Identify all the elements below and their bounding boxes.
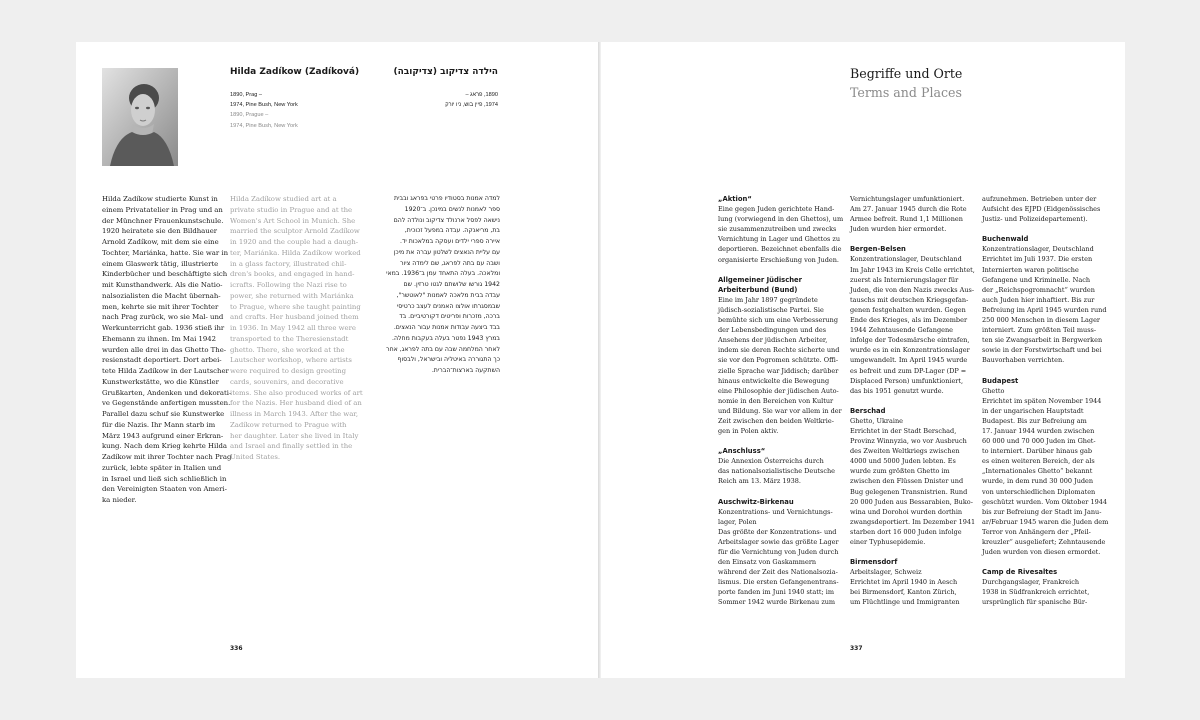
glossary-entry	[982, 194, 1110, 224]
glossary-entry	[982, 567, 1110, 607]
glossary-column-1	[718, 194, 846, 618]
life-dates-hebrew	[378, 90, 498, 110]
bio-en-line: in 1936. In May 1942 all three were	[230, 324, 356, 332]
dates-de-birth: 1890, Prag –	[230, 92, 263, 98]
biography-german	[102, 194, 232, 506]
person-name-german: Hilda Zadíkow (Zadíková)	[230, 67, 360, 77]
bio-de-line: in Israel und ließ sich schließlich in	[102, 474, 227, 483]
glossary-definition: Die Annexion Österreichs durch das nationalsozialistische Deutsche Reich am 13. März 1938.	[718, 457, 835, 486]
bio-en-line: icrafts. Following the Nazi rise to	[230, 281, 347, 289]
bio-en-line: in 1920 and the couple had a daugh-	[230, 238, 359, 246]
right-page	[601, 42, 1125, 678]
bio-de-line: Hilda Zadíkow studierte Kunst in	[102, 195, 218, 203]
bio-de-line: men, kehrte sie mit ihrer Tochter	[102, 302, 219, 311]
bio-he-line: 1942 גורשו שלושתם לגטו טרזין. שם	[403, 281, 500, 288]
dates-en-death: 1974, Pine Bush, New York	[230, 122, 298, 129]
glossary-term: „Anschluss“	[718, 447, 766, 456]
bio-en-line: Lautscher workshop, where artists	[230, 356, 352, 365]
glossary-definition: Errichtet im späten November 1944 in der ungarischen Hauptstadt Budapest. Bis zur Befreiung am 17. Januar 1944 wurden zwischen 60 000 und 70 000 Juden im Ghet- to interniert. Darüber hinaus gab es einen weiteren Bereich, der als „Internationales Ghetto“ bekannt wurde, in dem rund 30 000 Juden von unterschiedlichen Diplomaten geschützt wurden. Vom Oktober 1944 bis zur Befreiung der Stadt im Janu- ar/Februar 1945 waren die Juden dem Terror von Anhängern der „Pfeil- kreuzler“ ausgeliefert; Zehntausende Juden wurden von diesen ermordet.	[982, 396, 1109, 557]
bio-en-line: and crafts. Her husband joined them	[230, 313, 359, 322]
glossary-definition: aufzunehmen. Betrieben unter der Aufsicht des EJPD (Eidgenössisches Justiz- und Polizeidepartement).	[982, 195, 1101, 224]
bio-de-line: zurück, lebte später in Italien und	[102, 463, 222, 472]
glossary-definition: Durchgangslager, Frankreich 1938 in Südfrankreich errichtet, ursprünglich für spanische Bür-	[982, 578, 1090, 607]
bio-de-line: ve Gegenstände anfertigen mussten.	[102, 399, 231, 408]
bio-de-line: Werkunterricht gab. 1936 stieß ihr	[102, 324, 225, 332]
portrait-photo	[102, 68, 178, 166]
glossary-term-type: Konzentrations- und Vernichtungs- lager, Polen	[718, 507, 833, 526]
bio-de-line: mit Kunsthandwerk. Als die Natio-	[102, 281, 223, 289]
bio-en-line: Hilda Zadíkow studied art at a	[230, 195, 337, 203]
bio-he-line: ומלאכה. בעלה התאחד עמן ב־1936. במאי	[386, 270, 500, 278]
bio-en-line: were required to design greeting	[230, 367, 346, 375]
page-number: 336	[230, 645, 243, 652]
bio-de-line: nach Prag zurück, wo sie Mal- und	[102, 313, 224, 322]
bio-de-line: wurden alle drei in das Ghetto The-	[102, 345, 227, 354]
bio-de-line: Kinderbücher und beschäftigte sich	[102, 270, 228, 279]
bio-en-line: Zadíkow returned to Prague with	[230, 420, 347, 429]
glossary-entry	[982, 234, 1110, 365]
glossary-definition: Das größte der Konzentrations- und Arbeitslager sowie das größte Lager für die Vernichtung von Juden durch den Einsatz von Gaskammern während der Zeit des Nationalsozia- lismus. Die ersten Gefangenentrans- porte fanden im Juni 1940 statt; im Sommer 1942 wurde Birkenau zum	[718, 527, 839, 607]
bio-de-line: einem Privatatelier in Prag und an	[102, 205, 223, 214]
bio-en-line: illness in March 1943. After the war,	[230, 410, 359, 418]
life-dates-block	[230, 90, 298, 131]
person-name-hebrew: הילדה צדיקוב (צדיקובה)	[393, 67, 498, 77]
glossary-column-3	[982, 194, 1110, 618]
bio-he-line: עבדה בבית מלאכה לאמנות "לאוטשר",	[396, 291, 500, 299]
bio-en-line: items. She also produced works of art	[230, 388, 363, 397]
glossary-term-type: Ghetto, Ukraine	[850, 416, 904, 425]
dates-en-birth: 1890, Prague –	[230, 112, 269, 119]
glossary-definition: Eine gegen Juden gerichtete Hand- lung (vorwiegend in den Ghettos), um sie zusammenzutreiben und zwecks Vernichtung in Lager und Ghettos zu deportieren. Bezeichnet ebenfalls die organisierte Erschießung von Juden.	[718, 205, 844, 264]
bio-de-line: resienstadt deportiert. Dort arbei-	[102, 356, 222, 365]
glossary-entry	[850, 244, 978, 395]
bio-de-line: Ehemann zu ihnen. Im Mai 1942	[102, 334, 217, 343]
glossary-entry	[718, 275, 846, 437]
page-number: 337	[850, 645, 863, 652]
glossary-definition: Vernichtungslager umfunktioniert. Am 27. Januar 1945 durch die Rote Armee befreit. Rund 1,1 Millionen Juden wurden hier ermordet.	[850, 195, 967, 234]
glossary-term: Allgemeiner Jüdischer Arbeiterbund (Bund)	[718, 275, 803, 294]
bio-he-line: במרץ 1943 נפטר בעלה בעקבות מחלה.	[392, 334, 500, 342]
glossary-entry	[718, 497, 846, 608]
bio-de-line: Zadíkow mit ihrer Tochter nach Prag	[102, 453, 232, 461]
glossary-definition: Errichtet in der Stadt Berschad, Provinz Winnyzia, wo vor Ausbruch des Zweiten Weltkriegs zwischen 4000 und 5000 Juden lebten. Es wurde zum größten Ghetto im zwischen den Flüssen Dnister und Bug gelegenen Transnistrien. Rund 20 000 Juden aus Bessarabien, Buko- wina und Dorohoi wurden dorthin zwangsdeportiert. Im Dezember 1941 starben dort 16 000 Juden infolge einer Typhusepidemie.	[850, 426, 976, 546]
bio-de-line: Tochter, Mariánka, hatte. Sie war in	[102, 248, 229, 257]
bio-de-line: Arnold Zadíkow, mit dem sie eine	[102, 238, 219, 246]
glossary-term: Camp de Rivesaltes	[982, 568, 1058, 577]
bio-en-line: United States.	[230, 453, 281, 461]
glossary-entry	[850, 406, 978, 547]
bio-en-line: cards, souvenirs, and decorative	[230, 377, 344, 386]
dates-he-birth: 1890, פראג –	[465, 92, 498, 98]
glossary-term: Birmensdorf	[850, 558, 898, 567]
bio-he-line: ושבה עם בתה לפראג, שם לימדה ציור	[400, 259, 500, 267]
glossary-definition: Konzentrationslager, Deutschland Errichtet im Juli 1937. Die ersten Internierten waren politische Gefangene und Kriminelle. Nach der „Reichspogromnacht“ wurden auch Juden hier inhaftiert. Bis zur Befreiung im April 1945 wurden rund 250 000 Menschen in diesem Lager interniert. Zum größten Teil muss- ten sie Zwangsarbeit in Bergwerken sowie in der Forstwirtschaft und bei Bauvorhaben verrichten.	[982, 245, 1107, 365]
left-page	[76, 42, 598, 678]
biography-hebrew	[372, 194, 500, 377]
bio-en-line: her daughter. Later she lived in Italy	[230, 431, 359, 440]
bio-de-line: ka nieder.	[102, 496, 137, 504]
bio-en-line: for the Nazis. Her husband died of an	[230, 399, 362, 408]
bio-en-line: dren's books, and engaged in hand-	[230, 270, 355, 279]
glossary-entry	[718, 446, 846, 486]
glossary-entry	[850, 557, 978, 607]
bio-en-line: and Israel and finally settled in the	[230, 442, 353, 451]
glossary-definition: Konzentrationslager, Deutschland Im Jahr 1943 im Kreis Celle errichtet, zuerst als Internierungslager für Juden, die von den Nazis zwecks Aus- tauschs mit deutschen Kriegsgefan- genen festgehalten wurden. Gegen Ende des Krieges, als im Dezember 1944 Zehntausende Gefangene infolge der Todesmärsche eintrafen, wurde es in ein Konzentrationslager umgewandelt. Im April 1945 wurde es befreit und zum DP-Lager (DP = Displaced Person) umfunktioniert, das bis 1951 genutzt wurde.	[850, 255, 975, 395]
bio-de-line: März 1943 aufgrund einer Erkran-	[102, 431, 224, 440]
dates-he-death: 1974, פיין בוש, ניו יורק	[445, 102, 498, 109]
biography-english	[230, 194, 368, 463]
bio-en-line: Women's Art School in Munich. She	[230, 216, 356, 225]
bio-de-line: der Münchner Frauenkunstschule.	[102, 216, 224, 225]
bio-he-line: לאחר המלחמה שבה עם בתה לפראג, אחר	[386, 345, 500, 353]
bio-de-line: einem Glaswerk tätig, illustrierte	[102, 259, 219, 268]
bio-de-line: kung. Nach dem Krieg kehrte Hilda	[102, 442, 227, 451]
bio-en-line: married the sculptor Arnold Zadíkow	[230, 227, 360, 236]
bio-de-line: den Vereinigten Staaten von Ameri-	[102, 485, 227, 494]
bio-en-line: private studio in Prague and at the	[230, 205, 353, 214]
bio-de-line: nalsozialisten die Macht übernah-	[102, 291, 221, 300]
bio-de-line: Parallel dazu schuf sie Kunstwerke	[102, 410, 225, 418]
bio-he-line: בבד ביצעה עבודות אמנות עבור הנאצים.	[393, 324, 500, 331]
bio-en-line: transported to the Theresienstadt	[230, 334, 349, 343]
glossary-term: Auschwitz-Birkenau	[718, 497, 794, 506]
bio-de-line: 1920 heiratete sie den Bildhauer	[102, 227, 218, 236]
section-title-english: Terms and Places	[850, 85, 962, 100]
glossary-term: Bergen-Belsen	[850, 245, 906, 254]
glossary-column-2	[850, 194, 978, 618]
bio-he-line: ספר לאמנות לנשים במינכן. ב־1920	[404, 205, 500, 213]
bio-de-line: Kunstwerkstätte, wo die Künstler	[102, 377, 219, 386]
bio-he-line: ברכה, מזכרות ופריטים דקורטיביים. בד	[399, 313, 500, 321]
bio-he-line: שבמסגרתו אולצו האמנים לעצב כרטיסי	[396, 302, 500, 310]
bio-he-line: איירה ספרי ילדים ועסקה במלאכות יד.	[400, 238, 500, 245]
glossary-term: „Aktion“	[718, 195, 752, 203]
bio-en-line: ter, Mariánka. Hilda Zadíkow worked	[230, 248, 361, 257]
glossary-definition: Errichtet im April 1940 in Aesch bei Birmensdorf, Kanton Zürich, um Flüchtlinge und Immigranten	[850, 578, 960, 607]
bio-en-line: power, she returned with Mariánka	[230, 291, 354, 300]
glossary-term-type: Ghetto	[982, 386, 1005, 395]
bio-de-line: tete Hilda Zadíkow in der Lautscher	[102, 367, 229, 375]
glossary-entry	[850, 194, 978, 234]
glossary-entry	[718, 194, 846, 265]
bio-de-line: Grußkarten, Andenken und dekorati-	[102, 388, 232, 397]
bio-en-line: in a glass factory, illustrated chil-	[230, 259, 347, 268]
glossary-term: Buchenwald	[982, 235, 1029, 244]
glossary-term-type: Arbeitslager, Schweiz	[850, 568, 922, 577]
glossary-term: Budapest	[982, 376, 1019, 385]
bio-de-line: für die Nazis. Ihr Mann starb im	[102, 420, 216, 429]
bio-he-line: עם עליית הנאצים לשלטון עברה את מיכן	[393, 248, 500, 256]
bio-he-line: נישאה לפסל ארנולד צדיקוב ונולדה להם	[393, 216, 500, 224]
bio-he-line: למדה אמנות בסטודיו פרטי בפראג ובבית	[394, 195, 500, 202]
bio-he-line: השתקעה בארצות־הברית.	[431, 367, 500, 374]
bio-he-line: כך התגוררה באיטליה ובישראל, ולבסוף	[397, 356, 500, 364]
glossary-entry	[982, 376, 1110, 558]
dates-de-death: 1974, Pine Bush, New York	[230, 102, 298, 109]
glossary-term: Berschad	[850, 406, 886, 415]
bio-he-line: בת, מריאנקה. עבדה במפעל זכוכית,	[404, 227, 500, 235]
bio-en-line: to Prague, where she taught painting	[230, 302, 361, 311]
bio-en-line: ghetto. There, she worked at the	[230, 345, 345, 354]
glossary-definition: Eine im Jahr 1897 gegründete jüdisch-sozialistische Partei. Sie bemühte sich um eine Verbesserung der Lebensbedingungen und des Ansehens der jüdischen Arbeiter, indem sie deren Rechte sicherte und sie vor den Pogromen schützte. Offi- zielle Sprache war Jiddisch; darüber hinaus entwickelte die Bewegung eine Philosophie der jüdischen Auto- nomie in den Bereichen von Kultur und Bildung. Sie war vor allem in der Zeit zwischen den beiden Weltkrie- gen in Polen aktiv.	[718, 295, 842, 436]
section-title-german: Begriffe und Orte	[850, 66, 963, 81]
